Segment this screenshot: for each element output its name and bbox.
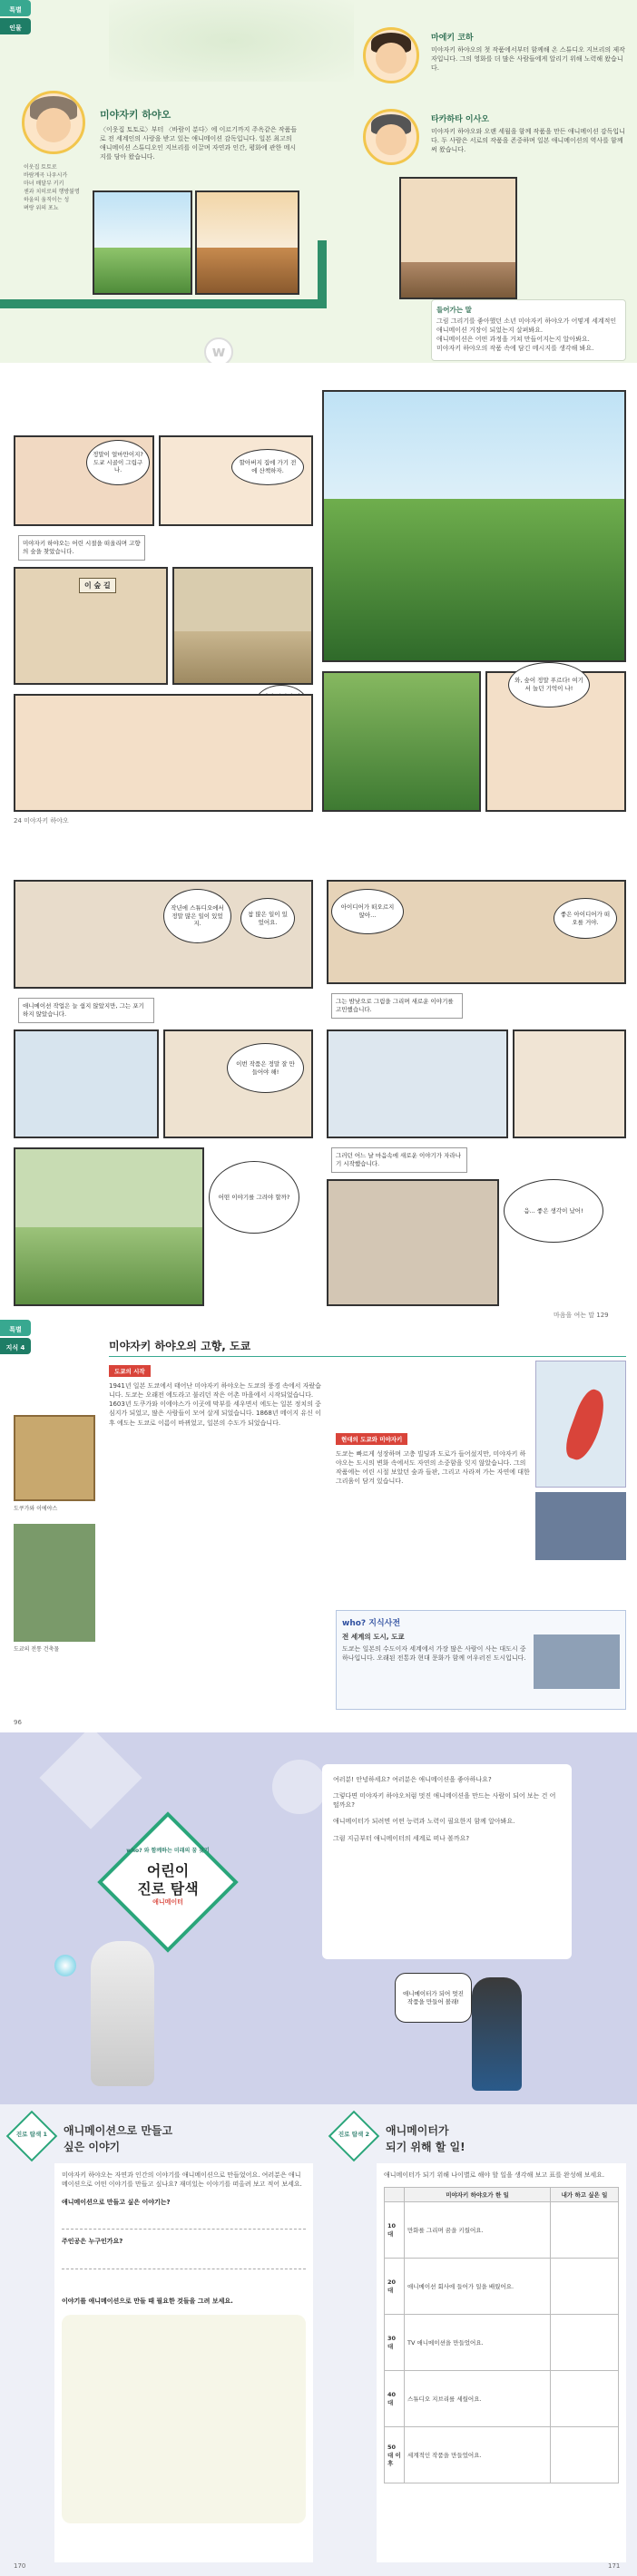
knowledge-section — [0, 1320, 637, 1732]
intro-section — [0, 0, 637, 363]
circle-decoration — [272, 1760, 327, 1814]
hiroo-description: 미야자키 하야오와 오랜 세월을 함께 작품을 만든 애니메이션 감독입니다. 두 사람은 서로의 작품을 존중하며 일본 애니메이션의 역사를 함께 써 왔습니다. — [431, 128, 625, 154]
who-subtitle: 전 세계의 도시, 도쿄 — [342, 1633, 405, 1641]
knowledge-paragraph: 1941년 일본 도쿄에서 태어난 미야자키 하야오는 도쿄의 풍경 속에서 자랐습니다. 도쿄는 오래전 에도라고 불리던 작은 어촌 마을에서 시작되었습니다. 1603년 도쿠가와 이에야스가 이곳에 막부를 세우면서 에도는 일본 정치의 중심지가 되었고, 많은 사람들이 모여 살게 되었습니다. 1868년 메이지 유신 이후 에도는 도쿄로 이름이 바뀌었고, 일본의 수도가 되었습니다. — [109, 1382, 321, 1427]
sparkle-icon — [54, 1955, 76, 1976]
who-title: who? 지식사전 — [342, 1619, 401, 1628]
comic-panel — [322, 671, 481, 812]
tab-knowledge: 지식 4 — [0, 1338, 31, 1354]
comic-page-1 — [0, 363, 637, 825]
narration-caption: 애니메이션 작업은 늘 쉽지 않았지만, 그는 포기하지 않았습니다. — [18, 998, 154, 1023]
speech-bubble: 와, 숲이 정말 푸르다! 여기서 놀던 기억이 나! — [508, 662, 590, 707]
speech-bubble: 좋은 아이디어가 떠오를 거야. — [554, 898, 617, 939]
building-image — [14, 1524, 95, 1642]
who-photo — [534, 1634, 620, 1689]
image-caption: 도쿄의 전통 건축물 — [14, 1646, 60, 1653]
answer-cell[interactable] — [551, 2427, 619, 2483]
knowledge-title: 미야자키 하야오의 고향, 도쿄 — [109, 1340, 251, 1352]
drawing-area[interactable] — [62, 2315, 306, 2523]
work-item: 마녀 배달부 키키 — [24, 181, 64, 187]
worksheet-intro: 미야자키 하야오는 자연과 인간의 이야기를 애니메이션으로 만들었어요. 여러분은 애니메이션으로 어떤 이야기를 만들고 싶나요? 재미있는 이야기를 떠올려 보고 적어 보세요. — [62, 2171, 302, 2189]
pointer-item: 애니메이션은 어떤 과정을 거쳐 만들어지는지 알아봐요. — [436, 336, 590, 344]
page-number-right: 마음을 여는 말 129 — [554, 1312, 609, 1319]
character-illustration-2 — [195, 190, 299, 295]
speech-bubble: 할아버지 집에 가기 전에 산책하자. — [231, 449, 304, 485]
subsection-label: 현대의 도쿄와 미야자키 — [336, 1433, 407, 1445]
table-row: 10대 만화를 그리며 꿈을 키웠어요. — [385, 2202, 619, 2259]
page-number-left: 96 — [14, 1719, 22, 1726]
answer-cell[interactable] — [551, 2259, 619, 2315]
right-worksheet-card — [377, 2163, 626, 2562]
comic-panel — [14, 694, 313, 812]
portrait-image — [14, 1415, 95, 1501]
speech-bubble: 음... 좋은 생각이 났어! — [504, 1179, 603, 1243]
table-row: 40대 스튜디오 지브리를 세웠어요. — [385, 2371, 619, 2427]
table-row: 50대 이후 세계적인 작품을 만들었어요. — [385, 2427, 619, 2483]
comic-panel — [14, 1147, 204, 1306]
world-map-decoration — [109, 0, 354, 82]
miyazaki-avatar — [22, 91, 85, 154]
worksheet-tab: 진로 탐색 2 — [338, 2131, 370, 2138]
subsection-label: 도쿄의 시작 — [109, 1365, 151, 1377]
answer-line[interactable] — [62, 2247, 306, 2269]
worksheet-section — [0, 2104, 637, 2576]
answer-cell[interactable] — [551, 2371, 619, 2427]
work-item: 센과 치히로의 행방불명 — [24, 189, 80, 195]
speech-bubble: 어떤 이야기를 그려야 할까? — [209, 1161, 299, 1234]
comic-panel-forest — [322, 390, 626, 662]
comic-page-2 — [0, 871, 637, 1320]
character-illustration-1 — [93, 190, 192, 295]
page-number-left: 24 미야자키 하야오 — [14, 817, 69, 825]
pointer-item: 미야자키 하야오의 작품 속에 담긴 메시지를 생각해 봐요. — [436, 345, 594, 353]
speech-bubble: 이번 작품은 정말 잘 만들어야 해! — [227, 1043, 304, 1093]
comic-panel — [513, 1029, 626, 1138]
koha-description: 미야자키 하야오의 첫 작품에서부터 함께해 온 스튜디오 지브리의 제작자입니다. 그의 영화를 더 많은 사람들에게 알리기 위해 노력해 왔습니다. — [431, 46, 625, 73]
narration-caption: 그는 밤낮으로 그림을 그리며 새로운 이야기를 고민했습니다. — [331, 993, 463, 1019]
comic-panel — [14, 567, 168, 685]
title-divider — [109, 1356, 626, 1357]
worksheet-question: 주인공은 누구인가요? — [62, 2238, 123, 2246]
pointer-title: 들어가는 말 — [436, 306, 472, 314]
speech-bubble: 애니메이터가 되어 멋진 작품을 만들어 볼래! — [395, 1973, 472, 2023]
career-intro-text: 그렇다면 미야자키 하야오처럼 멋진 애니메이션을 만드는 사람이 되어 보는 건 어떨까요? — [333, 1792, 556, 1810]
tab-special: 특별 — [0, 0, 31, 16]
work-item: 바람계곡 나우시카 — [24, 172, 68, 179]
green-step-decoration — [318, 240, 327, 308]
worksheet-question: 애니메이션으로 만들고 싶은 이야기는? — [62, 2199, 171, 2207]
career-intro-text: 여러분! 안녕하세요? 여러분은 애니메이션을 좋아하나요? — [333, 1776, 492, 1783]
career-title-2: 진로 탐색 — [137, 1880, 199, 1898]
miyazaki-description: 〈이웃집 토토로〉부터 〈바람이 분다〉에 이르기까지 주옥같은 작품들로 전 세계인의 사랑을 받고 있는 애니메이션 감독입니다. 일본 최고의 애니메이션 스튜디오인 지브리를 이끌며 자연과 인간, 평화에 관한 메시지를 담아 왔습니다. — [100, 126, 298, 161]
career-intro-card — [322, 1764, 572, 1959]
worksheet-title-1: 애니메이터가 — [386, 2124, 449, 2137]
answer-cell[interactable] — [551, 2315, 619, 2371]
answer-line[interactable] — [62, 2207, 306, 2230]
comic-panel — [327, 1179, 499, 1306]
miyazaki-works-list — [24, 163, 87, 212]
work-item: 하울의 움직이는 성 — [24, 197, 70, 203]
hiroo-name: 타카하타 이사오 — [431, 115, 489, 124]
answer-cell[interactable] — [551, 2202, 619, 2259]
comic-panel — [327, 1029, 508, 1138]
speech-bubble: 정말이 얼마만이지? 도쿄 시골이 그립구나. — [86, 440, 150, 485]
speech-bubble: 작년에 스튜디오에서 정말 많은 일이 있었지. — [163, 889, 231, 943]
career-title-1: 어린이 — [146, 1862, 190, 1879]
table-row: 20대 애니메이션 회사에 들어가 일을 배웠어요. — [385, 2259, 619, 2315]
worksheet-title-2: 되기 위해 할 일! — [386, 2141, 466, 2153]
miyazaki-figure — [91, 1941, 154, 2086]
table-header: 미야자키 하야오가 한 일 — [405, 2188, 551, 2202]
tab-special: 특별 — [0, 1320, 31, 1336]
table-row: 30대 TV 애니메이션을 만들었어요. — [385, 2315, 619, 2371]
who-dictionary-box — [336, 1610, 626, 1710]
career-intro-text: 애니메이터가 되려면 어떤 능력과 노력이 필요한지 함께 알아봐요. — [333, 1818, 515, 1826]
speech-bubble: 아이디어가 떠오르지 않아... — [331, 889, 404, 934]
page-number-left: 170 — [14, 2562, 26, 2570]
pointer-item: 그림 그리기를 좋아했던 소년 미야자키 하야오가 어떻게 세계적인 애니메이션 거장이 되었는지 살펴봐요. — [436, 317, 617, 335]
hiroo-avatar — [363, 109, 419, 165]
work-item: 이웃집 토토로 — [24, 164, 57, 171]
career-intro-text: 그럼 지금부터 애니메이터의 세계로 떠나 볼까요? — [333, 1834, 470, 1842]
tab-person: 인물 — [0, 18, 31, 34]
narration-caption: 미야자키 하야오는 어린 시절을 떠올리며 고향의 숲을 찾았습니다. — [18, 535, 145, 561]
miyazaki-name: 미야자키 하야오 — [100, 109, 172, 121]
koha-avatar — [363, 27, 419, 83]
image-caption: 도쿠가와 이에야스 — [14, 1506, 58, 1512]
comic-panel — [172, 567, 313, 685]
worksheet-intro: 애니메이터가 되기 위해 나이별로 해야 할 일을 생각해 보고 표를 완성해 보세요. — [384, 2171, 605, 2179]
intro-pointer-box — [431, 299, 626, 361]
w-logo-icon: w — [204, 337, 233, 363]
work-item: 벼랑 위의 포뇨 — [24, 205, 59, 211]
map-image — [535, 1361, 626, 1488]
plan-table — [384, 2187, 619, 2483]
comic-panel — [14, 1029, 159, 1138]
koha-name: 마에키 코하 — [431, 34, 474, 43]
left-worksheet-card — [54, 2163, 313, 2562]
worksheet-title-1: 애니메이션으로 만들고 — [64, 2124, 173, 2137]
worksheet-title-2: 싶은 이야기 — [64, 2141, 121, 2153]
shop-sign: 이 숲 길 — [79, 578, 116, 593]
worksheet-question: 이야기를 애니메이션으로 만들 때 필요한 것들을 그려 보세요. — [62, 2297, 233, 2305]
city-photo — [535, 1492, 626, 1560]
narration-caption: 그러던 어느 날 마음속에 새로운 이야기가 자라나기 시작했습니다. — [331, 1147, 467, 1173]
who-text: 도쿄는 일본의 수도이자 세계에서 가장 많은 사람이 사는 대도시 중 하나입니다. 오래된 전통과 현대 문화가 함께 어우러진 도시입니다. — [342, 1645, 526, 1663]
hiroo-illustration — [399, 177, 517, 299]
child-figure — [472, 1977, 522, 2091]
worksheet-tab: 진로 탐색 1 — [15, 2131, 48, 2138]
speech-bubble: 참 많은 일이 있었어요. — [240, 898, 295, 939]
table-header: 내가 하고 싶은 일 — [551, 2188, 619, 2202]
career-tag: 애니메이터 — [152, 1898, 183, 1906]
career-exploration-section — [0, 1732, 637, 2104]
knowledge-paragraph: 도쿄는 빠르게 성장하며 고층 빌딩과 도로가 들어섰지만, 미야자키 하야오는 도시의 변화 속에서도 자연의 소중함을 잊지 않았습니다. 그의 작품에는 어린 시절 보았던 숲과 들판, 그리고 사라져 가는 자연에 대한 그리움이 담겨 있습니다. — [336, 1450, 530, 1486]
diamond-decoration — [39, 1732, 142, 1830]
career-small-title: who? 와 함께하는 미래의 꿈 찾기 — [126, 1848, 210, 1854]
page-number-right: 171 — [608, 2562, 621, 2570]
green-step-decoration — [0, 299, 318, 308]
table-header — [385, 2188, 405, 2202]
